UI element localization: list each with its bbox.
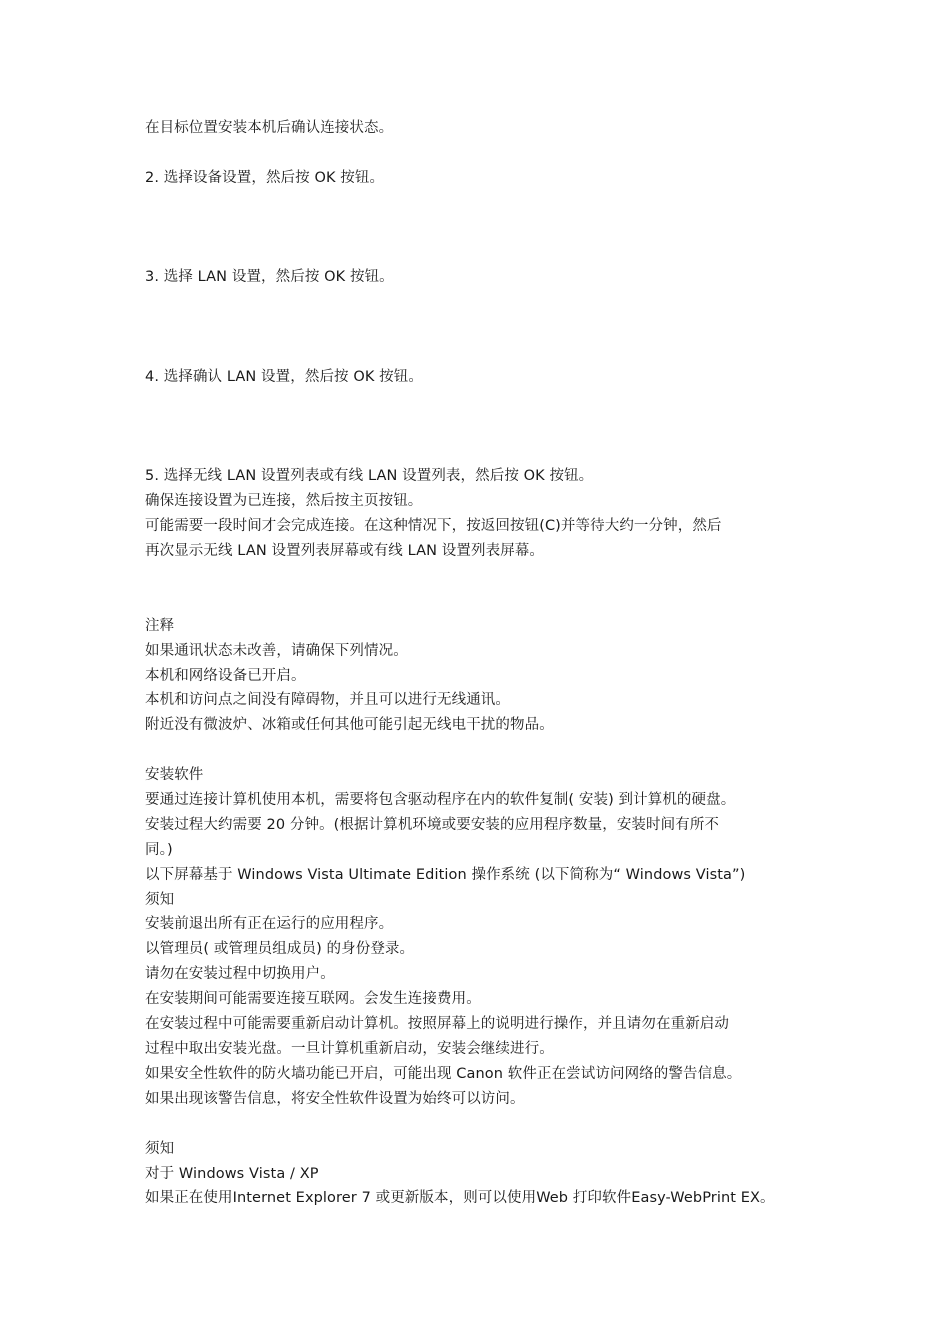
body-line: 以管理员( 或管理员组成员) 的身份登录。 [145,941,415,957]
step-3-line: 3. 选择 LAN 设置，然后按 OK 按钮。 [145,269,394,285]
step-5-line: 5. 选择无线 LAN 设置列表或有线 LAN 设置列表，然后按 OK 按钮。 [145,468,594,484]
body-line: 附近没有微波炉、冰箱或任何其他可能引起无线电干扰的物品。 [145,717,554,733]
body-line: 安装前退出所有正在运行的应用程序。 [145,916,394,932]
body-line: 在安装期间可能需要连接互联网。会发生连接费用。 [145,991,481,1007]
body-line: 确保连接设置为已连接，然后按主页按钮。 [145,493,423,509]
body-line: 要通过连接计算机使用本机，需要将包含驱动程序在内的软件复制( 安装) 到计算机的硬盘。 [145,792,736,808]
step-4-line: 4. 选择确认 LAN 设置，然后按 OK 按钮。 [145,369,423,385]
body-line: 以下屏幕基于 Windows Vista Ultimate Edition 操作系统 (以下简称为“ Windows Vista”) [145,867,746,883]
step-2-line: 2. 选择设备设置，然后按 OK 按钮。 [145,170,385,186]
body-line: 过程中取出安装光盘。一旦计算机重新启动，安装会继续进行。 [145,1041,554,1057]
intro-line: 在目标位置安装本机后确认连接状态。 [145,120,394,136]
body-line: 如果出现该警告信息，将安全性软件设置为始终可以访问。 [145,1091,525,1107]
body-line: 在安装过程中可能需要重新启动计算机。按照屏幕上的说明进行操作，并且请勿在重新启动 [145,1016,729,1032]
section-heading-notice: 须知 [145,892,175,908]
body-line: 安装过程大约需要 20 分钟。(根据计算机环境或要安装的应用程序数量，安装时间有所不 [145,817,720,833]
section-heading-note: 注释 [145,618,175,634]
body-line: 对于 Windows Vista / XP [145,1166,319,1182]
body-line: 可能需要一段时间才会完成连接。在这种情况下，按返回按钮(C)并等待大约一分钟，然后 [145,518,722,534]
section-heading-install: 安装软件 [145,767,204,783]
body-line: 再次显示无线 LAN 设置列表屏幕或有线 LAN 设置列表屏幕。 [145,543,544,559]
body-line: 如果安全性软件的防火墙功能已开启，可能出现 Canon 软件正在尝试访问网络的警告信息。 [145,1066,742,1082]
body-line: 如果正在使用Internet Explorer 7 或更新版本，则可以使用Web 打印软件Easy-WebPrint EX。 [145,1190,775,1206]
section-heading-notice: 须知 [145,1141,175,1157]
body-line: 同。) [145,842,173,858]
body-line: 本机和网络设备已开启。 [145,668,306,684]
body-line: 请勿在安装过程中切换用户。 [145,966,335,982]
body-line: 本机和访问点之间没有障碍物，并且可以进行无线通讯。 [145,692,510,708]
body-line: 如果通讯状态未改善，请确保下列情况。 [145,643,408,659]
